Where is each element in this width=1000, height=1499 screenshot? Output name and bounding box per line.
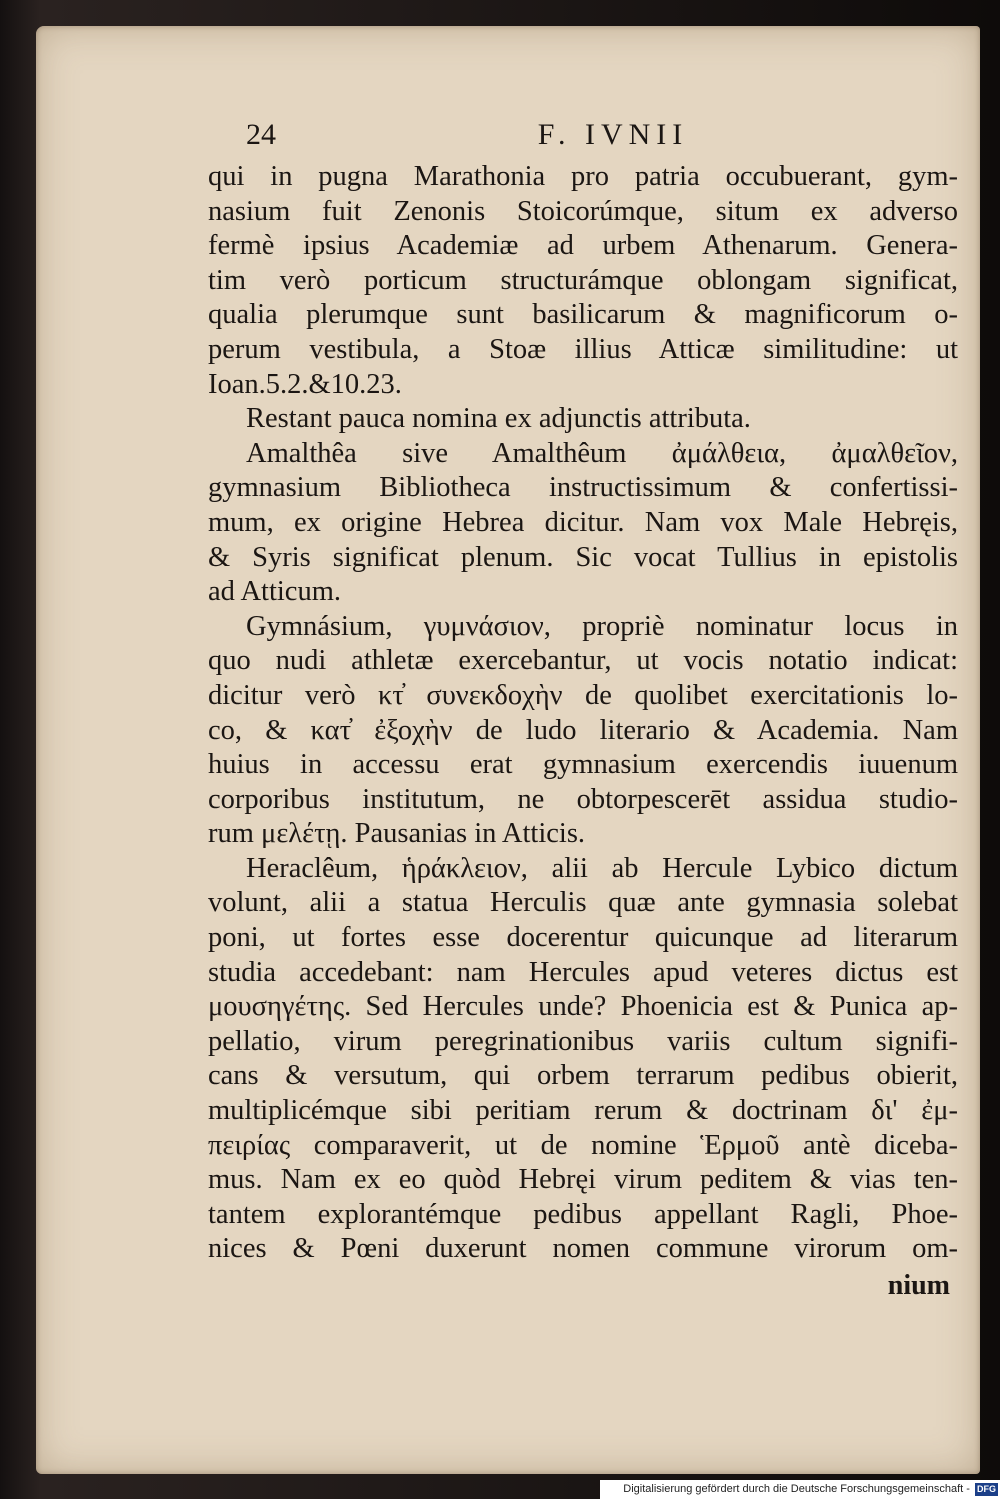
text-line: dicitur verò κτ̓ συνεκδοχὴν de quolibet exercitationis lo- — [208, 679, 958, 711]
footer-bar — [600, 1480, 1000, 1499]
text-line: huius in accessu erat gymnasium exercendis iuuenum — [208, 749, 958, 781]
text-line: fermè ipsius Academiæ ad urbem Athenarum. Genera- — [208, 230, 958, 262]
text-line: & Syris significat plenum. Sic vocat Tullius in epistolis — [208, 541, 958, 573]
body-text — [208, 160, 958, 1267]
funding-credit: Digitalisierung gefördert durch die Deutsche Forschungsgemeinschaft - — [623, 1483, 970, 1495]
text-line: tantem explorantémque pedibus appellant Ragli, Phoe- — [208, 1198, 958, 1230]
text-line: qui in pugna Marathonia pro patria occubuerant, gym- — [208, 161, 958, 192]
text-line: Ioan.5.2.&10.23. — [208, 368, 402, 400]
text-line: studia accedebant: nam Hercules apud veteres dictus est — [208, 956, 958, 988]
text-line: volunt, alii a statua Herculis quæ ante gymnasia solebat — [208, 887, 958, 919]
page-content — [208, 110, 958, 1305]
text-line: mum, ex origine Hebrea dicitur. Nam vox Male Hebręis, — [208, 506, 958, 538]
text-line: perum vestibula, a Stoæ illius Atticæ similitudine: ut — [208, 333, 958, 365]
text-line: multiplicémque sibi peritiam rerum & doctrinam δι' ἐμ- — [208, 1095, 958, 1127]
text-line: tim verò porticum structurámque oblongam significat, — [208, 264, 958, 296]
text-line: mus. Nam ex eo quòd Hebręi virum peditem & vias ten- — [208, 1164, 958, 1196]
text-line: quo nudi athletæ exercebantur, ut vocis notatio indicat: — [208, 645, 958, 677]
text-line: Amalthêa sive Amalthêum ἀμάλθεια, ἀμαλθεῖον, — [246, 437, 958, 469]
text-line: pellatio, virum peregrinationibus variis cultum signifi- — [208, 1025, 958, 1057]
catchword: nium — [887, 1270, 950, 1301]
text-line: πειρίας comparaverit, ut de nomine Ἑρμοῦ antè diceba- — [208, 1129, 958, 1161]
text-line: rum μελέτῃ. Pausanias in Atticis. — [208, 818, 586, 850]
text-line: Restant pauca nomina ex adjunctis attributa. — [246, 403, 751, 435]
page-number: 24 — [246, 118, 276, 151]
text-line: poni, ut fortes esse docerentur quicunque ad literarum — [208, 922, 958, 954]
text-line: μουσηγέτης. Sed Hercules unde? Phoenicia est & Punica ap- — [208, 991, 958, 1023]
running-head — [208, 110, 958, 160]
book-page — [36, 26, 980, 1474]
text-line: Gymnásium, γυμνάσιον, propriè nominatur locus in — [246, 610, 958, 642]
text-line: gymnasium Bibliotheca instructissimum & confertissi- — [208, 472, 958, 504]
text-line: corporibus institutum, ne obtorpescerēt assidua studio- — [208, 783, 958, 815]
text-line: Heraclêum, ἡράκλειον, alii ab Hercule Lybico dictum — [246, 852, 958, 884]
text-line: ad Atticum. — [208, 576, 341, 608]
text-line: nasium fuit Zenonis Stoicorúmque, situm ex adverso — [208, 195, 958, 227]
text-line: co, & κατ̓ ἐξοχὴν de ludo literario & Academia. Nam — [208, 714, 958, 746]
dfg-logo: DFG — [977, 1484, 996, 1494]
text-line: qualia plerumque sunt basilicarum & magnificorum o- — [208, 299, 958, 331]
running-head-title: F. IVNII — [537, 118, 689, 151]
text-line: nices & Pœni duxerunt nomen commune virorum om- — [208, 1233, 958, 1265]
text-line: cans & versutum, qui orbem terrarum pedibus obierit, — [208, 1060, 958, 1092]
